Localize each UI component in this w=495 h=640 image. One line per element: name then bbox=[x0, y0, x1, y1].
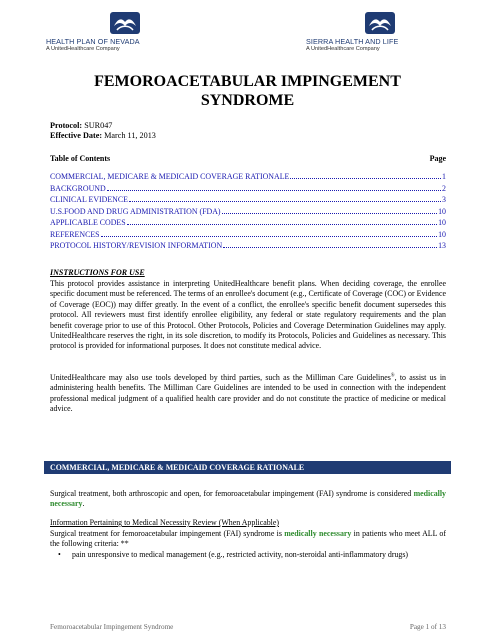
medically-necessary-term: medically necessary bbox=[284, 529, 352, 538]
toc-link-title: U.S.FOOD AND DRUG ADMINISTRATION (FDA) bbox=[50, 206, 221, 216]
page-header bbox=[0, 10, 495, 56]
medically-necessary-term: medically necessary bbox=[50, 489, 446, 509]
protocol-value: SUR047 bbox=[84, 121, 113, 130]
left-logo-subtitle: A UnitedHealthcare Company bbox=[46, 46, 120, 52]
effective-date-line bbox=[50, 131, 156, 140]
toc-link-title: REFERENCES bbox=[50, 229, 100, 239]
rationale-text-b: . bbox=[82, 499, 85, 509]
toc-link-page: 3 bbox=[442, 195, 446, 204]
toc-dot-leader bbox=[101, 236, 438, 237]
right-logo-subtitle: A UnitedHealthcare Company bbox=[306, 46, 380, 52]
sierra-health-and-life-logo bbox=[300, 10, 460, 52]
toc-link-title: COMMERCIAL, MEDICARE & MEDICAID COVERAGE RATIONALE bbox=[50, 172, 290, 181]
toc-heading: Table of Contents bbox=[50, 154, 111, 163]
toc-dot-leader bbox=[290, 178, 441, 179]
page-footer bbox=[50, 623, 446, 631]
document-title bbox=[0, 72, 495, 110]
toc-link-page: 10 bbox=[438, 229, 446, 239]
title-line-2: SYNDROME bbox=[200, 92, 295, 109]
bullet-icon: • bbox=[58, 550, 61, 559]
criteria-text-a: Surgical treatment for femoroacetabular impingement (FAI) syndrome is bbox=[50, 529, 285, 538]
bullet-text: pain unresponsive to medical management (e.g., restricted activity, non-steroidal anti-inflammatory drugs) bbox=[72, 550, 409, 559]
toc-dot-leader bbox=[107, 190, 441, 191]
effective-date-label: Effective Date: bbox=[50, 131, 103, 140]
toc-link-title: PROTOCOL HISTORY/REVISION INFORMATION bbox=[50, 241, 223, 250]
toc-link[interactable] bbox=[50, 218, 446, 230]
right-logo-name: SIERRA HEALTH AND LIFE bbox=[306, 37, 399, 46]
rationale-paragraph bbox=[50, 489, 446, 510]
criteria-paragraph bbox=[50, 529, 446, 550]
toc-link[interactable] bbox=[50, 195, 446, 207]
table-of-contents bbox=[50, 172, 446, 253]
toc-link[interactable] bbox=[50, 172, 446, 184]
coverage-rationale-heading: COMMERCIAL, MEDICARE & MEDICAID COVERAGE RATIONALE bbox=[50, 463, 305, 472]
toc-link-title: CLINICAL EVIDENCE bbox=[50, 195, 128, 204]
toc-page-heading: Page bbox=[429, 154, 446, 163]
milliman-paragraph bbox=[50, 373, 446, 415]
eagle-logo-icon bbox=[363, 10, 397, 36]
instructions-heading: INSTRUCTIONS FOR USE bbox=[50, 268, 145, 277]
toc-link-page: 1 bbox=[442, 172, 446, 181]
toc-link-page: 10 bbox=[438, 218, 446, 227]
toc-link[interactable] bbox=[50, 230, 446, 242]
registered-mark: ® bbox=[390, 373, 395, 379]
toc-dot-leader bbox=[129, 201, 441, 202]
instructions-paragraph: This protocol provides assistance in interpreting UnitedHealthcare benefit plans. When deciding coverage, the enrollee specific document must be referenced. The terms of an enrollee's document (e.g., Certificate of Coverage (COC) or Evidence of Coverage (EOC)) may differ greatly. In the event of a conflict, the enrollee's specific benefit document supersedes this protocol. All reviewers must first identify enrollee eligibility, any federal or state regulatory requirements and the plan benefit coverage prior to use of this Protocol. Other Protocols, Policies and Coverage Determination Guidelines may apply. UnitedHealthcare reserves the right, in its sole discretion, to modify its Protocols, Policies and Guidelines as necessary. This protocol is provided for informational purposes. It does not constitute medical advice. bbox=[50, 279, 446, 351]
eagle-logo-icon bbox=[108, 10, 142, 36]
toc-link[interactable] bbox=[50, 184, 446, 196]
coverage-rationale-band bbox=[44, 461, 451, 474]
effective-date-value: March 11, 2013 bbox=[104, 131, 156, 140]
protocol-line bbox=[50, 121, 112, 130]
toc-heading-row bbox=[50, 154, 446, 163]
footer-title: Femoroacetabular Impingement Syndrome bbox=[50, 623, 174, 631]
medical-necessity-subheading: Information Pertaining to Medical Necessity Review (When Applicable) bbox=[50, 518, 279, 527]
milliman-text-a: UnitedHealthcare may also use tools developed by third parties, such as the Milliman Care Guidelines bbox=[50, 373, 391, 382]
toc-link[interactable] bbox=[50, 241, 446, 253]
rationale-text-a: Surgical treatment, both arthroscopic and open, for femoroacetabular impingement (FAI) syndrome is considered bbox=[50, 489, 414, 498]
toc-link-title: APPLICABLE CODES bbox=[50, 218, 126, 227]
toc-link-title: BACKGROUND bbox=[50, 183, 106, 193]
toc-dot-leader bbox=[222, 213, 438, 214]
title-line-1: FEMOROACETABULAR IMPINGEMENT bbox=[94, 73, 401, 90]
milliman-text-b: , to assist us in administering health benefits. The Milliman Care Guidelines are intended to be used in connection with the independent professional medical judgment of a qualified health care provider and do not constitute the practice of medicine or medical advice. bbox=[50, 373, 446, 414]
criteria-text-b: in patients who meet ALL of the following criteria: ** bbox=[50, 529, 446, 549]
footer-page-number: Page 1 of 13 bbox=[409, 623, 446, 631]
toc-link[interactable] bbox=[50, 207, 446, 219]
health-plan-of-nevada-logo bbox=[40, 10, 210, 52]
toc-dot-leader bbox=[127, 224, 437, 225]
toc-dot-leader bbox=[223, 247, 437, 248]
toc-link-page: 13 bbox=[438, 241, 446, 250]
toc-link-page: 2 bbox=[442, 183, 446, 193]
protocol-label: Protocol: bbox=[50, 121, 83, 130]
toc-link-page: 10 bbox=[438, 206, 446, 216]
left-logo-name: HEALTH PLAN OF NEVADA bbox=[46, 37, 140, 46]
